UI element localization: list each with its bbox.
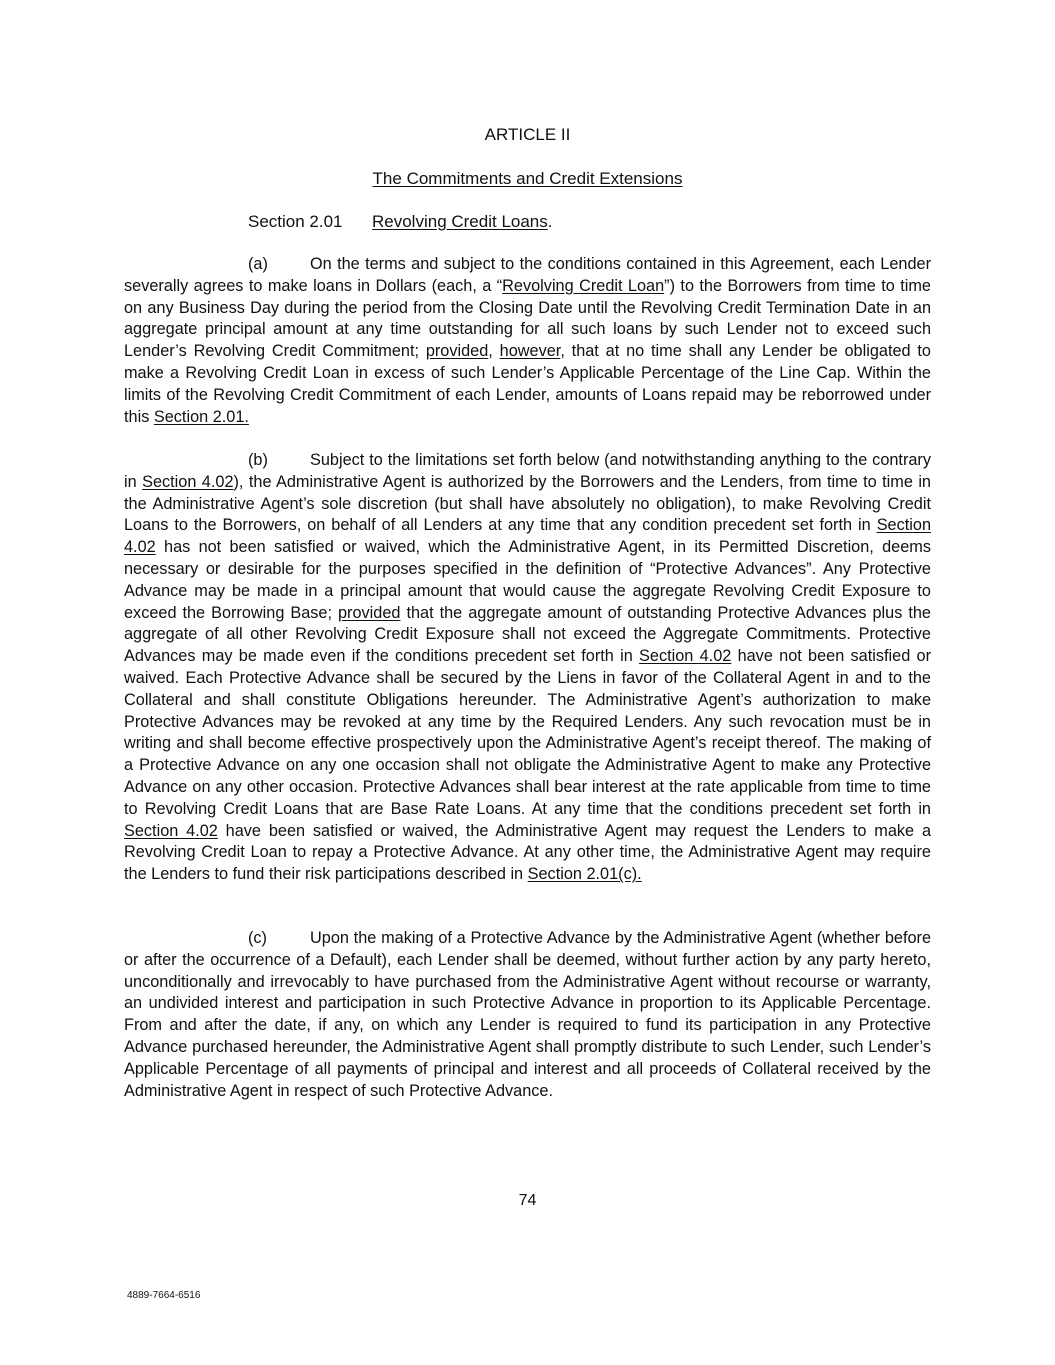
section-number: Section 2.01 [248, 212, 343, 231]
paragraph-a-text-2: ”) to the Borrowers from time to time on any Business Day during the period from the Closing Date until the Revolving Credit Termination Date in an aggregate principal amount at any time outstanding for all such loans by such Lender not to exceed such Lender’s Revolving Credit Commitment; [124, 276, 931, 361]
paragraph-b-text-4: that the aggregate amount of outstanding Protective Advances plus the aggregate of all other Revolving Credit Exposure shall not exceed the Aggregate Commitments. Protective Advances may be made even if the conditions precedent set forth in [124, 603, 931, 666]
section-reference: Section 2.01(c). [527, 865, 642, 884]
paragraph-b-text-2: ), the Administrative Agent is authorized by the Borrowers and the Lenders, from time to time in the Administrative Agent’s sole discretion (but shall have absolutely no obligation), to make Revolving Credit Loans to the Borrowers, on behalf of all Lenders at any time that any condition precedent set forth in [124, 472, 931, 535]
article-subtitle-text: The Commitments and Credit Extensions [372, 169, 683, 188]
paragraph-a-text-4: , that at no time shall any Lender be obligated to make a Revolving Credit Loan in excess of such Lender’s Applicable Percentage of the Line Cap. Within the limits of the Revolving Credit Commitment of each Lender, amounts of Loans repaid may be reborrowed under this [124, 342, 931, 426]
paragraph-b-label: (b) [248, 451, 268, 469]
paragraph-b-text-3: has not been satisfied or waived, which the Administrative Agent, in its Permitted Discretion, deems necessary or desirable for the purposes specified in the definition of “Protective Advances”. Any Protective Advance may be made in a principal amount that would cause the aggregate Revolving Credit Exposure to exceed the Borrowing Base; [124, 538, 931, 622]
paragraph-a [124, 254, 931, 428]
paragraph-b-text-6: have been satisfied or waived, the Administrative Agent may request the Lenders to make a Revolving Credit Loan to repay a Protective Advance. At any other time, the Administrative Agent may require the Lenders to fund their risk participations described in [124, 821, 931, 884]
paragraph-b [124, 450, 931, 886]
section-reference: Section 4.02 [639, 647, 732, 666]
article-title: ARTICLE II [484, 125, 571, 144]
however-term: however [499, 342, 561, 361]
article-subtitle [0, 168, 1055, 190]
section-heading [248, 211, 553, 233]
section-title: Revolving Credit Loans [372, 212, 548, 231]
paragraph-b-text-1: Subject to the limitations set forth below (and notwithstanding anything to the contrary in [124, 451, 931, 491]
paragraph-b-text-5: have not been satisfied or waived. Each Protective Advance shall be secured by the Liens in favor of the Collateral Agent in and to the Collateral and shall constitute Obligations hereunder. The Administrative Agent’s authorization to make Protective Advances may be revoked at any time by the Required Lenders. Any such revocation must be in writing and shall become effective prospectively upon the Administrative Agent’s receipt thereof. The making of a Protective Advance on any one occasion shall not obligate the Administrative Agent to make any Protective Advance on any other occasion. Protective Advances shall bear interest at the rate applicable from time to time to Revolving Credit Loans that are Base Rate Loans. At any time that the conditions precedent set forth in [124, 647, 931, 818]
section-reference: Section 4.02 [124, 516, 931, 557]
paragraph-c-label: (c) [248, 929, 267, 947]
provided-term: provided [425, 342, 489, 361]
provided-term: provided [338, 603, 401, 622]
paragraph-a-label: (a) [248, 255, 268, 273]
paragraph-a-text-1: On the terms and subject to the conditions contained in this Agreement, each Lender severally agrees to make loans in Dollars (each, a “ [124, 255, 931, 295]
section-reference: Section 4.02 [124, 821, 218, 840]
section-title-suffix: . [547, 212, 553, 231]
paragraph-c [124, 928, 931, 1102]
document-id: 4889-7664-6516 [127, 1290, 201, 1301]
section-reference: Section 4.02 [142, 472, 234, 491]
paragraph-a-text-3: , [488, 342, 500, 361]
paragraph-c-text-1: Upon the making of a Protective Advance by the Administrative Agent (whether before or after the occurrence of a Default), each Lender shall be deemed, without further action by any party hereto, unconditionally and irrevocably to have purchased from the Administrative Agent without recourse or warranty, an undivided interest and participation in such Protective Advance in proportion to its Applicable Percentage. From and after the date, if any, on which any Lender is required to fund its participation in any Protective Advance purchased hereunder, the Administrative Agent shall promptly distribute to such Lender, such Lender’s Applicable Percentage of all payments of principal and interest and all proceeds of Collateral received by the Administrative Agent in respect of such Protective Advance. [124, 929, 931, 1100]
defined-term-revolving-credit-loan: Revolving Credit Loan [502, 276, 665, 295]
page-number: 74 [518, 1192, 537, 1209]
section-reference: Section 2.01. [153, 407, 249, 426]
